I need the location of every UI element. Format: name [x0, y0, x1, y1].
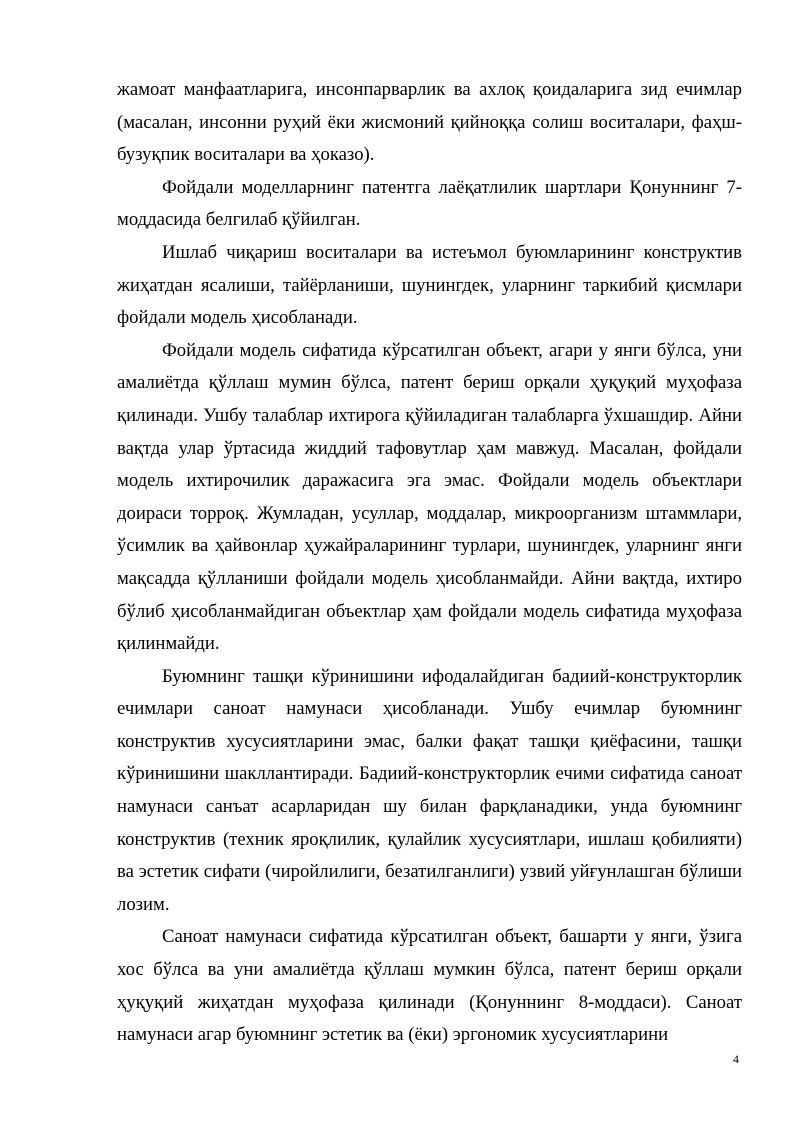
paragraph: Ишлаб чиқариш воситалари ва истеъмол буюмларининг конструктив жиҳатдан ясалиши, тайёрланиши, шунингдек, уларнинг таркибий қисмлари фойдали модель ҳисобланади. [117, 241, 742, 329]
paragraph: Фойдали модель сифатида кўрсатилган объект, агари у янги бўлса, уни амалиётда қўллаш мумин бўлса, патент бериш орқали ҳуқуқий муҳофаза қилинади. Ушбу талаблар ихтирога қўйиладиган талабларга ўхшашдир. Айни вақтда улар ўртасида жиддий тафовутлар ҳам мавжуд. Масалан, фойдали модель ихтирочилик даражасига эга эмас. Фойдали модель объектлари доираси торроқ. Жумладан, усуллар, моддалар, микроорганизм штаммлари, ўсимлик ва ҳайвонлар ҳужайраларининг турлари, шунингдек, уларнинг янги мақсадда қўлланиши фойдали модель ҳисобланмайди. Айни вақтда, ихтиро бўлиб ҳисобланмайдиган объектлар ҳам фойдали модель сифатида муҳофаза қилинмайди. [117, 339, 742, 655]
body-text [117, 74, 742, 1052]
paragraph-continued: жамоат манфаатларига, инсонпарварлик ва ахлоқ қоидаларига зид ечимлар (масалан, инсонни руҳий ёки жисмоний қийноққа солиш воситалари, фаҳш-бузуқпик воситалари ва ҳоказо). [117, 79, 742, 166]
paragraph: Фойдали моделларнинг патентга лаёқатлилик шартлари Қонуннинг 7-моддасида белгилаб қўйилган. [117, 176, 742, 231]
paragraph: Буюмнинг ташқи кўринишини ифодалайдиган бадиий-конструкторлик ечимлари саноат намунаси ҳисобланади. Ушбу ечимлар буюмнинг конструктив хусусиятларини эмас, балки фақат ташқи қиёфасини, ташқи кўринишини шакллантиради. Бадиий-конструкторлик ечими сифатида саноат намунаси санъат асарларидан шу билан фарқланадики, унда буюмнинг конструктив (техник яроқлилик, қулайлик хусусиятлари, ишлаш қобилияти) ва эстетик сифати (чиройлилиги, безатилганлиги) узвий уйғунлашган бўлиши лозим. [117, 665, 742, 915]
page-number: 4 [733, 1052, 739, 1066]
paragraph: Саноат намунаси сифатида кўрсатилган объект, башарти у янги, ўзига хос бўлса ва уни амалиётда қўллаш мумкин бўлса, патент бериш орқали ҳуқуқий жиҳатдан муҳофаза қилинади (Қонуннинг 8-моддаси). Саноат намунаси агар буюмнинг эстетик ва (ёки) эргономик хусусиятларини [117, 926, 742, 1046]
